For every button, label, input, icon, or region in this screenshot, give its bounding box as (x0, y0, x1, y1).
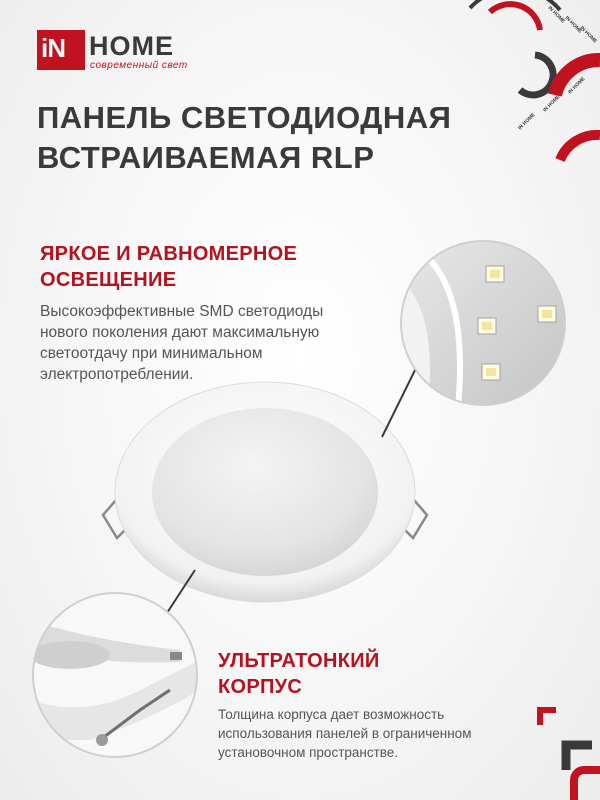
logo-in-text: iN (41, 33, 65, 63)
feature-1-text-line: Высокоэффективные SMD светодиоды (40, 303, 324, 320)
svg-text:IN HOME: IN HOME (578, 25, 598, 45)
smd-led-chip (478, 318, 496, 334)
led-closeup-image (398, 238, 568, 408)
svg-text:IN HOME: IN HOME (546, 5, 566, 25)
svg-text:IN HOME: IN HOME (563, 15, 583, 35)
svg-text:IN HOME: IN HOME (542, 94, 562, 114)
feature-2-text-line: Толщина корпуса дает возможность (218, 707, 445, 722)
feature-1-heading-line-2: ОСВЕЩЕНИЕ (40, 269, 177, 291)
feature-2-text-line: использования панелей в ограниченном (218, 726, 472, 741)
logo-home-text: HOME (89, 31, 174, 61)
feature-2-heading-line-1: УЛЬТРАТОНКИЙ (218, 650, 380, 672)
logo-tagline: современный свет (90, 60, 188, 71)
svg-text:IN HOME: IN HOME (567, 76, 587, 96)
feature-2-text-line: установочном пространстве. (218, 745, 399, 760)
smd-led-chip (482, 364, 500, 380)
feature-1-text-line: светоотдачу при минимальном (40, 345, 263, 362)
feature-1-text-line: нового поколения дают максимальную (40, 324, 320, 341)
title-line-2: ВСТРАИВАЕМАЯ RLP (37, 140, 375, 175)
feature-2-heading (218, 648, 380, 700)
feature-2-heading-line-2: КОРПУС (218, 676, 303, 698)
title-line-1: ПАНЕЛЬ СВЕТОДИОДНАЯ (37, 100, 452, 135)
feature-2-description (218, 705, 548, 762)
feature-1-text-line: электропотреблении. (40, 366, 194, 383)
svg-text:IN HOME: IN HOME (517, 112, 537, 132)
smd-led-chip (538, 306, 556, 322)
smd-led-chip (486, 266, 504, 282)
body-closeup-image (30, 590, 200, 760)
feature-1-heading-line-1: ЯРКОЕ И РАВНОМЕРНОЕ (40, 243, 298, 265)
